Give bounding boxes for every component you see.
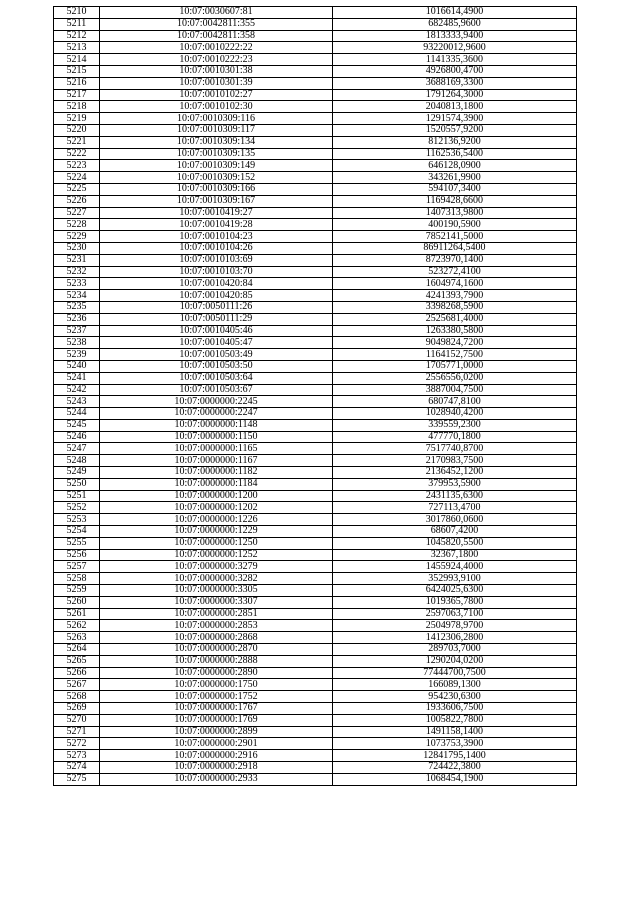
cadastral-number-cell: 10:07:0010301:38: [100, 65, 333, 77]
value-cell: 8723970,1400: [333, 254, 577, 266]
value-cell: 477770,1800: [333, 431, 577, 443]
value-cell: 1028940,4200: [333, 408, 577, 420]
cadastral-number-cell: 10:07:0010104:26: [100, 242, 333, 254]
cadastral-number-cell: 10:07:0000000:3282: [100, 573, 333, 585]
row-number-cell: 5269: [54, 703, 100, 715]
row-number-cell: 5245: [54, 419, 100, 431]
row-number-cell: 5214: [54, 54, 100, 66]
cadastral-number-cell: 10:07:0000000:2247: [100, 408, 333, 420]
row-number-cell: 5260: [54, 596, 100, 608]
table-row: [54, 301, 577, 313]
value-cell: 7852141,5000: [333, 231, 577, 243]
row-number-cell: 5240: [54, 360, 100, 372]
row-number-cell: 5255: [54, 537, 100, 549]
value-cell: 2597063,7100: [333, 608, 577, 620]
value-cell: 3017860,0600: [333, 514, 577, 526]
row-number-cell: 5256: [54, 549, 100, 561]
value-cell: 2556556,0200: [333, 372, 577, 384]
cadastral-number-cell: 10:07:0010103:69: [100, 254, 333, 266]
table-row: [54, 337, 577, 349]
value-cell: 1141335,3600: [333, 54, 577, 66]
value-cell: 1412306,2800: [333, 632, 577, 644]
table-row: [54, 349, 577, 361]
row-number-cell: 5233: [54, 278, 100, 290]
row-number-cell: 5266: [54, 667, 100, 679]
cadastral-number-cell: 10:07:0000000:1202: [100, 502, 333, 514]
table-row: [54, 762, 577, 774]
table-row: [54, 419, 577, 431]
table-row: [54, 408, 577, 420]
table-row: [54, 113, 577, 125]
row-number-cell: 5216: [54, 77, 100, 89]
table-row: [54, 160, 577, 172]
row-number-cell: 5258: [54, 573, 100, 585]
table-row: [54, 726, 577, 738]
row-number-cell: 5248: [54, 455, 100, 467]
table-row: [54, 254, 577, 266]
table-row: [54, 219, 577, 231]
cadastral-number-cell: 10:07:0000000:1250: [100, 537, 333, 549]
cadastral-number-cell: 10:07:0000000:1252: [100, 549, 333, 561]
table-row: [54, 632, 577, 644]
row-number-cell: 5273: [54, 750, 100, 762]
cadastral-number-cell: 10:07:0000000:2853: [100, 620, 333, 632]
value-cell: 1263380,5800: [333, 325, 577, 337]
cadastral-number-cell: 10:07:0042811:358: [100, 30, 333, 42]
row-number-cell: 5237: [54, 325, 100, 337]
table-row: [54, 573, 577, 585]
value-cell: 4241393,7900: [333, 290, 577, 302]
value-cell: 1162536,5400: [333, 148, 577, 160]
value-cell: 1407313,9800: [333, 207, 577, 219]
table-row: [54, 490, 577, 502]
table-row: [54, 136, 577, 148]
cadastral-number-cell: 10:07:0000000:1148: [100, 419, 333, 431]
row-number-cell: 5252: [54, 502, 100, 514]
cadastral-number-cell: 10:07:0000000:1182: [100, 467, 333, 479]
row-number-cell: 5274: [54, 762, 100, 774]
table-row: [54, 431, 577, 443]
table-row: [54, 514, 577, 526]
table-body: [54, 7, 577, 786]
cadastral-number-cell: 10:07:0010102:27: [100, 89, 333, 101]
cadastral-number-cell: 10:07:0010104:23: [100, 231, 333, 243]
cadastral-number-cell: 10:07:0010405:46: [100, 325, 333, 337]
table-row: [54, 691, 577, 703]
row-number-cell: 5235: [54, 301, 100, 313]
value-cell: 68607,4200: [333, 526, 577, 538]
value-cell: 727113,4700: [333, 502, 577, 514]
value-cell: 1073753,3900: [333, 738, 577, 750]
cadastral-number-cell: 10:07:0030607:81: [100, 7, 333, 19]
table-row: [54, 714, 577, 726]
table-row: [54, 502, 577, 514]
value-cell: 1169428,6600: [333, 195, 577, 207]
cadastral-number-cell: 10:07:0000000:2888: [100, 655, 333, 667]
table-row: [54, 443, 577, 455]
row-number-cell: 5213: [54, 42, 100, 54]
row-number-cell: 5220: [54, 124, 100, 136]
value-cell: 343261,9900: [333, 172, 577, 184]
value-cell: 1455924,4000: [333, 561, 577, 573]
row-number-cell: 5225: [54, 183, 100, 195]
value-cell: 86911264,5400: [333, 242, 577, 254]
row-number-cell: 5228: [54, 219, 100, 231]
cadastral-value-table: [53, 6, 577, 786]
cadastral-number-cell: 10:07:0000000:2851: [100, 608, 333, 620]
table-row: [54, 608, 577, 620]
cadastral-number-cell: 10:07:0000000:1229: [100, 526, 333, 538]
row-number-cell: 5247: [54, 443, 100, 455]
row-number-cell: 5236: [54, 313, 100, 325]
table-row: [54, 478, 577, 490]
cadastral-number-cell: 10:07:0000000:1750: [100, 679, 333, 691]
table-row: [54, 372, 577, 384]
cadastral-number-cell: 10:07:0050111:26: [100, 301, 333, 313]
table-row: [54, 148, 577, 160]
value-cell: 4926800,4700: [333, 65, 577, 77]
table-row: [54, 54, 577, 66]
cadastral-number-cell: 10:07:0010309:167: [100, 195, 333, 207]
cadastral-number-cell: 10:07:0000000:3307: [100, 596, 333, 608]
value-cell: 2525681,4000: [333, 313, 577, 325]
table-row: [54, 773, 577, 785]
value-cell: 1604974,1600: [333, 278, 577, 290]
value-cell: 1791264,3000: [333, 89, 577, 101]
value-cell: 1005822,7800: [333, 714, 577, 726]
value-cell: 9049824,7200: [333, 337, 577, 349]
row-number-cell: 5238: [54, 337, 100, 349]
cadastral-number-cell: 10:07:0000000:2901: [100, 738, 333, 750]
cadastral-number-cell: 10:07:0010309:117: [100, 124, 333, 136]
table-row: [54, 585, 577, 597]
table-row: [54, 396, 577, 408]
cadastral-number-cell: 10:07:0000000:2933: [100, 773, 333, 785]
cadastral-number-cell: 10:07:0000000:1769: [100, 714, 333, 726]
value-cell: 289703,7000: [333, 644, 577, 656]
table-row: [54, 384, 577, 396]
value-cell: 954230,6300: [333, 691, 577, 703]
row-number-cell: 5212: [54, 30, 100, 42]
row-number-cell: 5268: [54, 691, 100, 703]
row-number-cell: 5224: [54, 172, 100, 184]
cadastral-number-cell: 10:07:0010420:85: [100, 290, 333, 302]
value-cell: 3688169,3300: [333, 77, 577, 89]
table-row: [54, 65, 577, 77]
row-number-cell: 5265: [54, 655, 100, 667]
cadastral-number-cell: 10:07:0010503:67: [100, 384, 333, 396]
row-number-cell: 5270: [54, 714, 100, 726]
table-row: [54, 738, 577, 750]
row-number-cell: 5227: [54, 207, 100, 219]
cadastral-number-cell: 10:07:0010309:149: [100, 160, 333, 172]
value-cell: 523272,4100: [333, 266, 577, 278]
row-number-cell: 5249: [54, 467, 100, 479]
cadastral-number-cell: 10:07:0010503:64: [100, 372, 333, 384]
cadastral-number-cell: 10:07:0010503:49: [100, 349, 333, 361]
value-cell: 1705771,0000: [333, 360, 577, 372]
table-row: [54, 655, 577, 667]
value-cell: 1520557,9200: [333, 124, 577, 136]
table-row: [54, 537, 577, 549]
cadastral-number-cell: 10:07:0010309:135: [100, 148, 333, 160]
value-cell: 1290204,0200: [333, 655, 577, 667]
value-cell: 166089,1300: [333, 679, 577, 691]
table-row: [54, 467, 577, 479]
value-cell: 1045820,5500: [333, 537, 577, 549]
table-row: [54, 42, 577, 54]
value-cell: 2170983,7500: [333, 455, 577, 467]
value-cell: 1291574,3900: [333, 113, 577, 125]
table-row: [54, 183, 577, 195]
table-row: [54, 7, 577, 19]
table-row: [54, 172, 577, 184]
value-cell: 2504978,9700: [333, 620, 577, 632]
cadastral-number-cell: 10:07:0000000:1767: [100, 703, 333, 715]
row-number-cell: 5217: [54, 89, 100, 101]
cadastral-number-cell: 10:07:0010309:116: [100, 113, 333, 125]
value-cell: 682485,9600: [333, 18, 577, 30]
row-number-cell: 5232: [54, 266, 100, 278]
table-row: [54, 89, 577, 101]
cadastral-number-cell: 10:07:0010419:27: [100, 207, 333, 219]
value-cell: 2431135,6300: [333, 490, 577, 502]
row-number-cell: 5257: [54, 561, 100, 573]
cadastral-number-cell: 10:07:0000000:2870: [100, 644, 333, 656]
table-row: [54, 549, 577, 561]
table-row: [54, 679, 577, 691]
table-row: [54, 101, 577, 113]
cadastral-number-cell: 10:07:0042811:355: [100, 18, 333, 30]
table-row: [54, 242, 577, 254]
value-cell: 1019365,7800: [333, 596, 577, 608]
row-number-cell: 5221: [54, 136, 100, 148]
cadastral-number-cell: 10:07:0000000:2916: [100, 750, 333, 762]
row-number-cell: 5241: [54, 372, 100, 384]
row-number-cell: 5244: [54, 408, 100, 420]
row-number-cell: 5230: [54, 242, 100, 254]
cadastral-number-cell: 10:07:0010222:23: [100, 54, 333, 66]
value-cell: 680747,8100: [333, 396, 577, 408]
row-number-cell: 5215: [54, 65, 100, 77]
cadastral-number-cell: 10:07:0010309:134: [100, 136, 333, 148]
value-cell: 812136,9200: [333, 136, 577, 148]
cadastral-number-cell: 10:07:0010301:39: [100, 77, 333, 89]
cadastral-number-cell: 10:07:0010405:47: [100, 337, 333, 349]
value-cell: 6424025,6300: [333, 585, 577, 597]
cadastral-number-cell: 10:07:0010222:22: [100, 42, 333, 54]
cadastral-number-cell: 10:07:0010309:152: [100, 172, 333, 184]
row-number-cell: 5275: [54, 773, 100, 785]
table-row: [54, 596, 577, 608]
table-row: [54, 620, 577, 632]
row-number-cell: 5251: [54, 490, 100, 502]
cadastral-number-cell: 10:07:0000000:3279: [100, 561, 333, 573]
cadastral-number-cell: 10:07:0000000:2868: [100, 632, 333, 644]
row-number-cell: 5271: [54, 726, 100, 738]
cadastral-number-cell: 10:07:0000000:2245: [100, 396, 333, 408]
table-row: [54, 667, 577, 679]
row-number-cell: 5263: [54, 632, 100, 644]
value-cell: 77444700,7500: [333, 667, 577, 679]
table-row: [54, 124, 577, 136]
value-cell: 2136452,1200: [333, 467, 577, 479]
value-cell: 7517740,8700: [333, 443, 577, 455]
cadastral-number-cell: 10:07:0000000:2890: [100, 667, 333, 679]
table-row: [54, 325, 577, 337]
cadastral-number-cell: 10:07:0000000:1226: [100, 514, 333, 526]
row-number-cell: 5272: [54, 738, 100, 750]
value-cell: 400190,5900: [333, 219, 577, 231]
table-row: [54, 18, 577, 30]
value-cell: 93220012,9600: [333, 42, 577, 54]
row-number-cell: 5210: [54, 7, 100, 19]
value-cell: 12841795,1400: [333, 750, 577, 762]
cadastral-number-cell: 10:07:0000000:1167: [100, 455, 333, 467]
row-number-cell: 5231: [54, 254, 100, 266]
row-number-cell: 5219: [54, 113, 100, 125]
cadastral-number-cell: 10:07:0000000:1184: [100, 478, 333, 490]
row-number-cell: 5253: [54, 514, 100, 526]
row-number-cell: 5229: [54, 231, 100, 243]
value-cell: 3887004,7500: [333, 384, 577, 396]
value-cell: 1164152,7500: [333, 349, 577, 361]
cadastral-number-cell: 10:07:0000000:3305: [100, 585, 333, 597]
table-row: [54, 266, 577, 278]
cadastral-number-cell: 10:07:0010309:166: [100, 183, 333, 195]
table-row: [54, 360, 577, 372]
value-cell: 352993,9100: [333, 573, 577, 585]
cadastral-number-cell: 10:07:0000000:1165: [100, 443, 333, 455]
cadastral-number-cell: 10:07:0000000:2918: [100, 762, 333, 774]
row-number-cell: 5262: [54, 620, 100, 632]
row-number-cell: 5239: [54, 349, 100, 361]
table-row: [54, 750, 577, 762]
cadastral-number-cell: 10:07:0010102:30: [100, 101, 333, 113]
table-row: [54, 644, 577, 656]
row-number-cell: 5264: [54, 644, 100, 656]
table-row: [54, 231, 577, 243]
table-row: [54, 455, 577, 467]
row-number-cell: 5267: [54, 679, 100, 691]
row-number-cell: 5254: [54, 526, 100, 538]
row-number-cell: 5246: [54, 431, 100, 443]
table-row: [54, 703, 577, 715]
value-cell: 339559,2300: [333, 419, 577, 431]
value-cell: 1016614,4900: [333, 7, 577, 19]
row-number-cell: 5222: [54, 148, 100, 160]
row-number-cell: 5242: [54, 384, 100, 396]
row-number-cell: 5250: [54, 478, 100, 490]
table-row: [54, 207, 577, 219]
cadastral-number-cell: 10:07:0010420:84: [100, 278, 333, 290]
row-number-cell: 5243: [54, 396, 100, 408]
row-number-cell: 5234: [54, 290, 100, 302]
cadastral-number-cell: 10:07:0010103:70: [100, 266, 333, 278]
row-number-cell: 5218: [54, 101, 100, 113]
cadastral-number-cell: 10:07:0010503:50: [100, 360, 333, 372]
table-row: [54, 195, 577, 207]
value-cell: 646128,0900: [333, 160, 577, 172]
row-number-cell: 5261: [54, 608, 100, 620]
value-cell: 32367,1800: [333, 549, 577, 561]
value-cell: 2040813,1800: [333, 101, 577, 113]
cadastral-number-cell: 10:07:0050111:29: [100, 313, 333, 325]
table-row: [54, 30, 577, 42]
cadastral-number-cell: 10:07:0000000:1200: [100, 490, 333, 502]
value-cell: 724422,3800: [333, 762, 577, 774]
row-number-cell: 5223: [54, 160, 100, 172]
row-number-cell: 5259: [54, 585, 100, 597]
row-number-cell: 5211: [54, 18, 100, 30]
table-row: [54, 561, 577, 573]
cadastral-number-cell: 10:07:0000000:1752: [100, 691, 333, 703]
table-row: [54, 526, 577, 538]
value-cell: 379953,5900: [333, 478, 577, 490]
table-row: [54, 278, 577, 290]
table-row: [54, 77, 577, 89]
value-cell: 594107,3400: [333, 183, 577, 195]
value-cell: 1933606,7500: [333, 703, 577, 715]
value-cell: 1491158,1400: [333, 726, 577, 738]
value-cell: 1813333,9400: [333, 30, 577, 42]
cadastral-number-cell: 10:07:0000000:1150: [100, 431, 333, 443]
table-row: [54, 290, 577, 302]
table-row: [54, 313, 577, 325]
value-cell: 1068454,1900: [333, 773, 577, 785]
value-cell: 3398268,5900: [333, 301, 577, 313]
row-number-cell: 5226: [54, 195, 100, 207]
cadastral-number-cell: 10:07:0010419:28: [100, 219, 333, 231]
cadastral-number-cell: 10:07:0000000:2899: [100, 726, 333, 738]
